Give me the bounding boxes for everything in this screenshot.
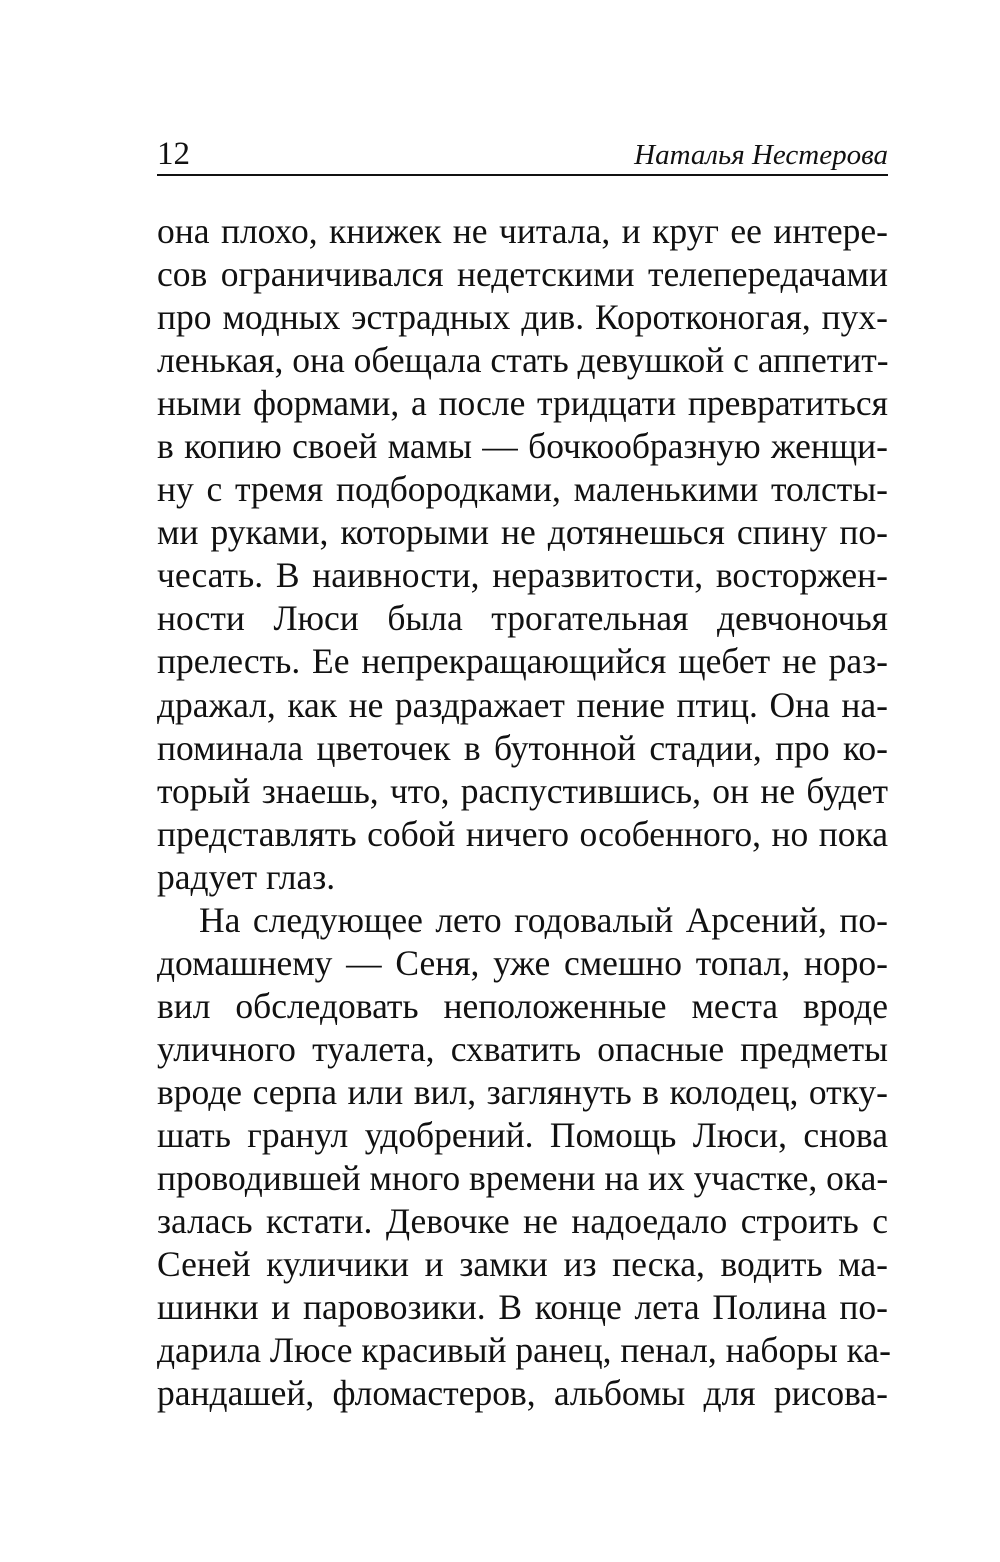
- text-line: торый знаешь, что, распустившись, он не будет: [157, 770, 888, 811]
- text-line: уличного туалета, схватить опасные предметы: [157, 1028, 888, 1069]
- text-line: ными формами, а после тридцати превратиться: [157, 383, 888, 424]
- body-text: [157, 210, 891, 1415]
- text-line: поминала цветочек в бутонной стадии, про ко-: [157, 727, 888, 768]
- text-line: проводившей много времени на их участке, ока-: [157, 1158, 889, 1199]
- text-line: домашнему — Сеня, уже смешно топал, норо-: [157, 942, 888, 983]
- text-line: ну с тремя подбородками, маленькими толсты-: [157, 469, 888, 510]
- text-line: залась кстати. Девочке не надоедало строить с: [157, 1201, 888, 1242]
- paragraph: [157, 210, 888, 899]
- text-line: дражал, как не раздражает пение птиц. Она на-: [157, 684, 888, 725]
- text-line: вроде серпа или вил, заглянуть в колодец, отку-: [157, 1071, 888, 1112]
- text-line: На следующее лето годовалый Арсений, по-: [199, 899, 888, 940]
- text-line: вил обследовать неположенные места вроде: [157, 985, 888, 1026]
- text-line: в копию своей мамы — бочкообразную женщи-: [157, 426, 888, 467]
- text-line: радует глаз.: [157, 856, 336, 897]
- text-line: ности Люси была трогательная девчоночья: [157, 598, 888, 639]
- text-line: представлять собой ничего особенного, но пока: [157, 813, 888, 854]
- paragraph: [157, 899, 891, 1416]
- text-line: ленькая, она обещала стать девушкой с аппетит-: [157, 340, 889, 381]
- text-line: Сеней куличики и замки из песка, водить ма-: [157, 1244, 888, 1285]
- author-name: Наталья Нестерова: [634, 139, 888, 171]
- text-line: чесать. В наивности, неразвитости, восторжен-: [157, 555, 888, 596]
- text-line: про модных эстрадных див. Коротконогая, пух-: [157, 297, 888, 338]
- text-line: рандашей, фломастеров, альбомы для рисова-: [157, 1373, 888, 1414]
- text-line: ми руками, которыми не дотянешься спину по-: [157, 512, 888, 553]
- text-line: прелесть. Ее непрекращающийся щебет не раз-: [157, 641, 888, 682]
- text-line: шинки и паровозики. В конце лета Полина по-: [157, 1287, 888, 1328]
- book-page: [157, 0, 891, 1562]
- text-line: дарила Люсе красивый ранец, пенал, наборы ка-: [157, 1330, 891, 1371]
- text-line: она плохо, книжек не читала, и круг ее интере-: [157, 211, 888, 251]
- text-line: шать гранул удобрений. Помощь Люси, снова: [157, 1114, 888, 1155]
- page-number: 12: [157, 136, 190, 172]
- text-line: сов ограничивался недетскими телепередачами: [157, 254, 888, 295]
- running-head: [157, 130, 888, 176]
